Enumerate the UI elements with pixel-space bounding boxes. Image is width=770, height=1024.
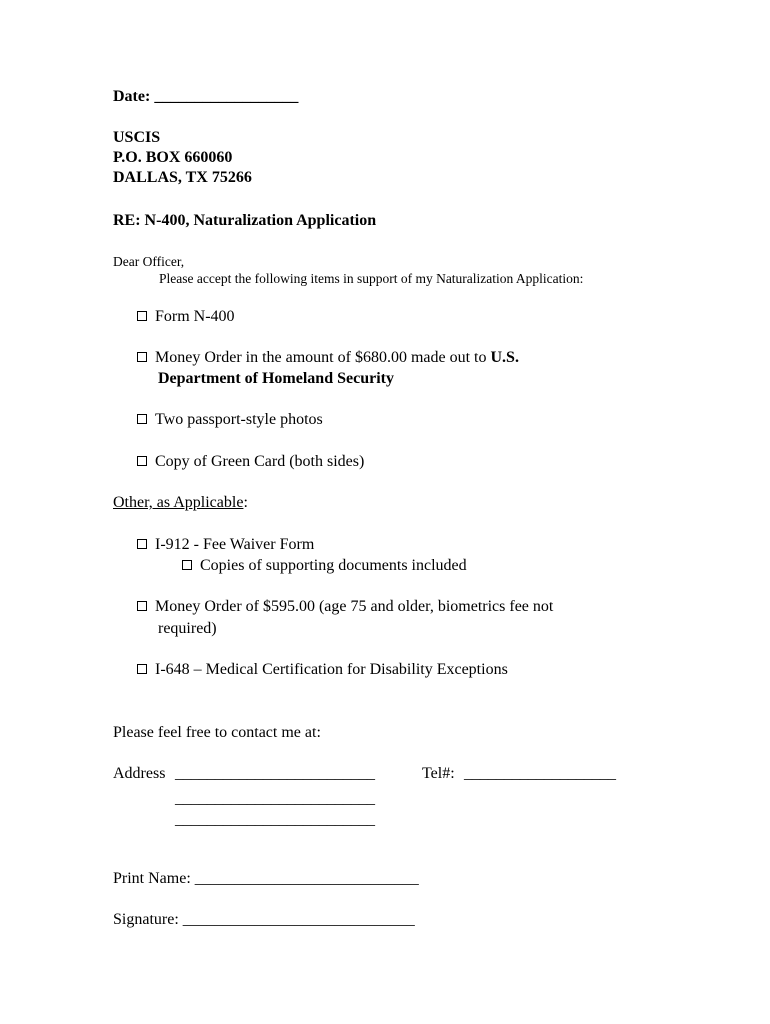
checkbox[interactable]: [137, 664, 147, 674]
recipient-po-box: P.O. BOX 660060: [113, 149, 233, 166]
address-label: Address: [113, 765, 166, 782]
checkbox[interactable]: [137, 414, 147, 424]
checklist-subitem-supporting-docs: [182, 556, 467, 576]
checklist-item-form-n400: [137, 307, 235, 327]
recipient-address: [113, 128, 252, 188]
item-label: Form N-400: [155, 308, 235, 325]
other-heading-text: Other, as Applicable: [113, 494, 244, 511]
print-name-field[interactable]: ____________________________: [194, 870, 419, 887]
checklist-item-photos: [137, 410, 323, 430]
payee-name: U.S.: [490, 349, 519, 366]
salutation: Dear Officer,: [113, 254, 185, 269]
item-label: I-912 - Fee Waiver Form: [155, 536, 315, 553]
item-label: Money Order of $595.00 (age 75 and older, biometrics fee not: [155, 598, 554, 615]
checkbox[interactable]: [137, 352, 147, 362]
date-field[interactable]: __________________: [154, 88, 299, 105]
signature-field[interactable]: _____________________________: [182, 911, 415, 928]
other-heading-colon: :: [243, 494, 248, 511]
item-label: Two passport-style photos: [155, 411, 323, 428]
recipient-name: USCIS: [113, 129, 161, 146]
address-field-line1[interactable]: _________________________: [175, 765, 375, 782]
date-label: Date:: [113, 88, 151, 105]
date-line: [113, 87, 298, 107]
print-name-line: [113, 869, 419, 889]
recipient-city: DALLAS, TX 75266: [113, 169, 252, 186]
item-label: I-648 – Medical Certification for Disability Exceptions: [155, 661, 508, 678]
signature-label: Signature:: [113, 911, 179, 928]
address-field-line3[interactable]: _________________________: [175, 811, 375, 828]
checkbox[interactable]: [137, 539, 147, 549]
print-name-label: Print Name:: [113, 870, 191, 887]
payee-name-continued: Department of Homeland Security: [158, 370, 394, 387]
checkbox[interactable]: [137, 456, 147, 466]
checkbox[interactable]: [137, 601, 147, 611]
checklist-item-i648: [137, 660, 508, 680]
checklist-item-green-card: [137, 452, 364, 472]
tel-label: Tel#:: [422, 765, 455, 782]
checkbox[interactable]: [182, 560, 192, 570]
intro-text: Please accept the following items in support of my Naturalization Application:: [159, 271, 584, 286]
checkbox[interactable]: [137, 311, 147, 321]
re-line: RE: N-400, Naturalization Application: [113, 212, 377, 229]
signature-line: [113, 910, 415, 930]
checklist-item-money-order-595: [137, 597, 553, 617]
tel-field[interactable]: ___________________: [464, 765, 616, 782]
checklist-item-money-order: [137, 348, 519, 368]
other-heading: [113, 493, 248, 513]
contact-intro: Please feel free to contact me at:: [113, 724, 321, 741]
address-field-line2[interactable]: _________________________: [175, 790, 375, 807]
item-label: Copies of supporting documents included: [200, 557, 467, 574]
item-label-continued: required): [158, 620, 217, 637]
item-label: Money Order in the amount of $680.00 made out to: [155, 349, 491, 366]
item-label: Copy of Green Card (both sides): [155, 453, 365, 470]
checklist-item-i912: [137, 535, 314, 555]
